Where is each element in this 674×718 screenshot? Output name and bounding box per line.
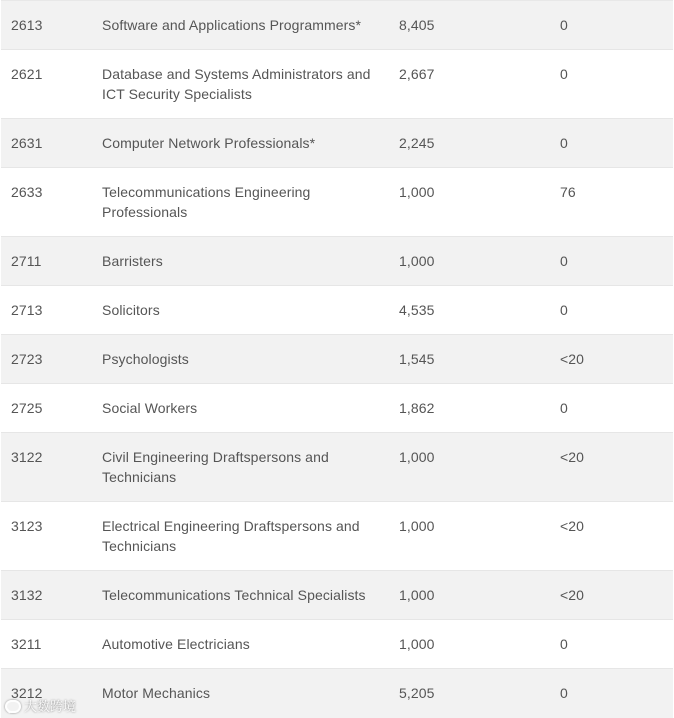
occupation-title: Motor Mechanics — [102, 685, 211, 701]
invitations-issued: <20 — [560, 449, 585, 465]
occupation-code: 3212 — [11, 685, 43, 701]
table-row — [1, 335, 673, 384]
occupation-title: Psychologists — [102, 351, 189, 367]
table-row — [1, 571, 673, 620]
invitations-issued: <20 — [560, 587, 585, 603]
invitations-issued: 0 — [560, 302, 568, 318]
table-row — [1, 1, 673, 50]
invitations-issued: 0 — [560, 135, 568, 151]
table-row — [1, 384, 673, 433]
occupation-code: 2613 — [11, 17, 43, 33]
occupation-title: Solicitors — [102, 302, 160, 318]
occupation-table — [1, 0, 673, 718]
occupation-ceiling: 1,000 — [399, 449, 435, 465]
table-row — [1, 50, 673, 119]
occupation-ceiling: 1,000 — [399, 253, 435, 269]
table-row — [1, 168, 673, 237]
watermark-text: 大数跨境 — [24, 698, 77, 714]
occupation-ceiling: 1,862 — [399, 400, 435, 416]
occupation-code: 2711 — [11, 253, 42, 269]
occupation-ceiling: 1,545 — [399, 351, 435, 367]
occupation-title: Automotive Electricians — [102, 636, 250, 652]
occupation-ceiling: 2,245 — [399, 135, 435, 151]
occupation-ceiling: 5,205 — [399, 685, 435, 701]
table-row — [1, 119, 673, 168]
occupation-code: 3132 — [11, 587, 43, 603]
invitations-issued: 0 — [560, 636, 568, 652]
occupation-ceiling: 4,535 — [399, 302, 435, 318]
occupation-ceiling: 1,000 — [399, 184, 435, 200]
occupation-code: 3211 — [11, 636, 42, 652]
table-row — [1, 502, 673, 571]
invitations-issued: 0 — [560, 400, 568, 416]
occupation-code: 2713 — [11, 302, 43, 318]
occupation-title: Social Workers — [102, 400, 198, 416]
occupation-title: Barristers — [102, 253, 163, 269]
occupation-code: 2633 — [11, 184, 43, 200]
occupation-code: 2725 — [11, 400, 43, 416]
invitations-issued: 0 — [560, 253, 568, 269]
occupation-ceiling: 2,667 — [399, 66, 435, 82]
invitations-issued: 76 — [560, 184, 576, 200]
occupation-code: 2723 — [11, 351, 43, 367]
occupation-ceiling: 8,405 — [399, 17, 435, 33]
occupation-title: Computer Network Professionals* — [102, 135, 316, 151]
occupation-code: 3123 — [11, 518, 43, 534]
occupation-title: Telecommunications Engineering Professionals — [102, 184, 311, 220]
occupation-ceiling: 1,000 — [399, 587, 435, 603]
table-row — [1, 669, 673, 718]
table-row — [1, 286, 673, 335]
occupation-title: Civil Engineering Draftspersons and Technicians — [102, 449, 329, 485]
table-row — [1, 433, 673, 502]
invitations-issued: 0 — [560, 17, 568, 33]
occupation-code: 3122 — [11, 449, 43, 465]
occupation-code: 2621 — [11, 66, 43, 82]
invitations-issued: <20 — [560, 351, 585, 367]
table-row — [1, 620, 673, 669]
occupation-ceiling: 1,000 — [399, 518, 435, 534]
occupation-title: Software and Applications Programmers* — [102, 17, 362, 33]
occupation-title: Database and Systems Administrators and ICT Security Specialists — [102, 66, 371, 102]
invitations-issued: <20 — [560, 518, 585, 534]
occupation-code: 2631 — [11, 135, 43, 151]
invitations-issued: 0 — [560, 66, 568, 82]
table-row — [1, 237, 673, 286]
occupation-title: Electrical Engineering Draftspersons and Technicians — [102, 518, 360, 554]
occupation-title: Telecommunications Technical Specialists — [102, 587, 366, 603]
invitations-issued: 0 — [560, 685, 568, 701]
occupation-ceiling: 1,000 — [399, 636, 435, 652]
